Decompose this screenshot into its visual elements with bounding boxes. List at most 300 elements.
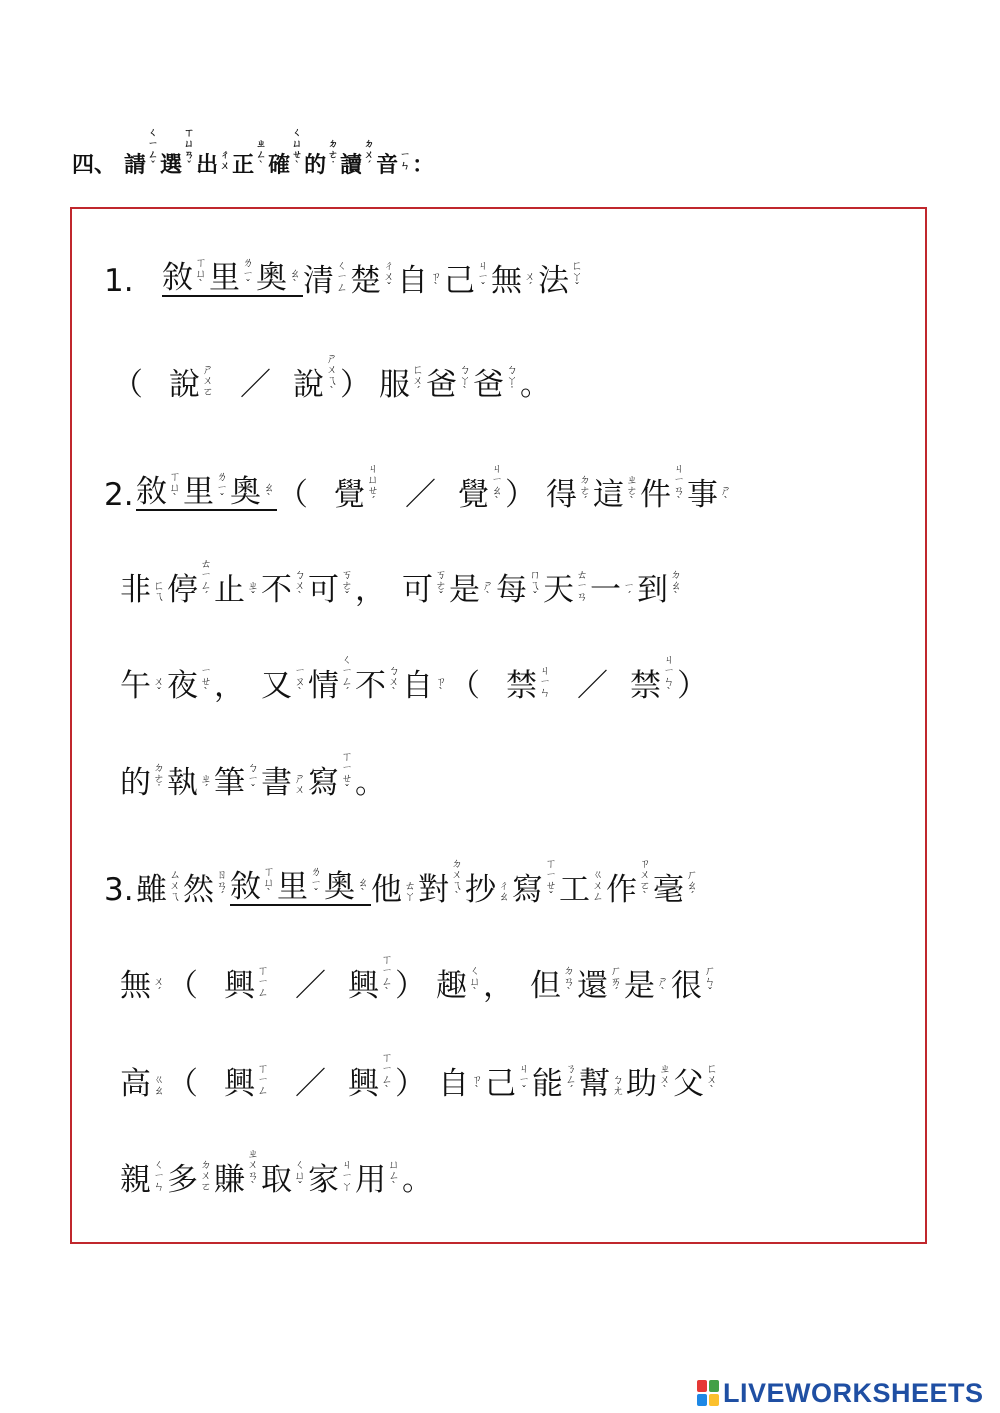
q2-option2-a[interactable] xyxy=(506,665,553,702)
zhuyin: ㄅㄚ˙ xyxy=(506,363,518,398)
q3-option-b[interactable] xyxy=(348,954,395,1002)
char-with-zhuyin xyxy=(232,139,268,176)
zhuyin: ㄒㄩˋ xyxy=(169,470,181,505)
hanzi: 興 xyxy=(348,968,379,1004)
hanzi: 自 xyxy=(438,1066,469,1102)
hanzi: 件 xyxy=(640,477,671,513)
hanzi: 清 xyxy=(303,263,334,299)
q2-line-1 xyxy=(104,462,734,513)
char-with-zhuyin xyxy=(308,751,355,799)
zhuyin: ㄅㄧˇ xyxy=(247,761,259,796)
hanzi: 親 xyxy=(120,1162,151,1198)
char-with-zhuyin xyxy=(261,665,308,702)
char-with-zhuyin xyxy=(496,569,543,606)
char-with-zhuyin xyxy=(261,569,308,606)
q3-line-1 xyxy=(104,857,700,908)
char-with-zhuyin xyxy=(606,858,653,906)
paren-open: （ xyxy=(112,367,143,403)
hanzi: 里 xyxy=(209,260,240,296)
period: 。 xyxy=(355,765,386,801)
zhuyin: ㄋㄥˊ xyxy=(565,1062,577,1097)
hanzi: 趣 xyxy=(436,968,467,1004)
char-with-zhuyin xyxy=(224,1063,271,1100)
char-with-zhuyin xyxy=(214,572,261,608)
q3-line-4 xyxy=(120,1147,433,1198)
zhuyin: ㄒㄧㄥ xyxy=(257,964,269,999)
q1-number: 1. xyxy=(104,263,134,299)
hanzi: 得 xyxy=(546,477,577,513)
char-with-zhuyin xyxy=(543,569,590,606)
heading-separator: 、 xyxy=(94,152,117,178)
char-with-zhuyin xyxy=(120,572,167,608)
heading-text xyxy=(124,128,412,176)
zhuyin: ㄓㄨㄢˋ xyxy=(247,1147,259,1193)
hanzi: 取 xyxy=(261,1162,292,1198)
zhuyin: ㄑㄧㄥ xyxy=(336,259,348,294)
hanzi: 不 xyxy=(261,572,292,608)
char-with-zhuyin xyxy=(376,150,412,176)
char-with-zhuyin xyxy=(167,1159,214,1196)
liveworksheets-logo[interactable] xyxy=(697,1376,984,1410)
hanzi: 奧 xyxy=(230,474,261,510)
hanzi: 的 xyxy=(120,765,151,801)
q1-option-a[interactable] xyxy=(169,364,216,401)
zhuyin: ㄒㄧㄝˇ xyxy=(341,750,353,796)
logo-tile-icon xyxy=(697,1380,707,1392)
hanzi: 是 xyxy=(449,572,480,608)
char-with-zhuyin xyxy=(124,128,160,176)
hanzi: 說 xyxy=(169,367,200,403)
char-with-zhuyin xyxy=(348,954,395,1002)
hanzi: 執 xyxy=(167,765,198,801)
hanzi: 是 xyxy=(624,968,655,1004)
char-with-zhuyin xyxy=(183,471,230,508)
char-with-zhuyin xyxy=(379,364,426,401)
option-slash: ／ xyxy=(405,477,436,513)
hanzi: 又 xyxy=(261,668,292,704)
zhuyin: ㄒㄧㄝˇ xyxy=(545,857,557,903)
zhuyin: ㄉㄜ˙ xyxy=(153,761,165,796)
char-with-zhuyin xyxy=(350,260,397,297)
hanzi: 自 xyxy=(402,668,433,704)
char-with-zhuyin xyxy=(491,263,538,299)
hanzi: 他 xyxy=(371,872,402,908)
hanzi: 請 xyxy=(124,152,147,178)
char-with-zhuyin xyxy=(593,474,640,511)
heading-colon: ： xyxy=(412,152,435,178)
zhuyin: ㄊㄧㄥˊ xyxy=(200,557,212,603)
char-with-zhuyin xyxy=(293,353,340,401)
zhuyin: ㄩㄥˋ xyxy=(388,1158,400,1193)
zhuyin: ㄠˋ xyxy=(263,481,275,505)
char-with-zhuyin xyxy=(624,968,671,1004)
zhuyin: ㄌㄧˇ xyxy=(242,256,254,291)
zhuyin: ㄏㄞˊ xyxy=(610,964,622,999)
zhuyin: ㄊㄚ xyxy=(404,879,416,903)
zhuyin: ㄧㄣ xyxy=(400,150,411,172)
char-with-zhuyin xyxy=(224,965,271,1002)
zhuyin: ㄓˇ xyxy=(247,579,259,603)
hanzi: 里 xyxy=(183,474,214,510)
char-with-zhuyin xyxy=(308,569,355,606)
char-with-zhuyin xyxy=(577,965,624,1002)
hanzi: 情 xyxy=(308,668,339,704)
char-with-zhuyin xyxy=(530,965,577,1002)
char-with-zhuyin xyxy=(653,869,700,906)
hanzi: 父 xyxy=(673,1066,704,1102)
zhuyin: ㄒㄧㄥ xyxy=(257,1062,269,1097)
char-with-zhuyin xyxy=(673,1063,720,1100)
zhuyin: ㄨˊ xyxy=(524,270,536,294)
char-with-zhuyin xyxy=(579,1066,626,1102)
hanzi: 然 xyxy=(183,872,214,908)
char-with-zhuyin xyxy=(303,260,350,297)
char-with-zhuyin xyxy=(355,1159,402,1196)
zhuyin: ㄍㄨㄥ xyxy=(592,868,604,903)
q2-option-b[interactable] xyxy=(458,463,505,511)
q1-option-b[interactable] xyxy=(293,353,340,401)
zhuyin: ㄒㄩˋ xyxy=(195,256,207,291)
zhuyin: ㄑㄧㄥˇ xyxy=(148,128,159,172)
q3-option2-b[interactable] xyxy=(348,1052,395,1100)
q3-number: 3. xyxy=(104,872,134,908)
char-with-zhuyin xyxy=(559,869,606,906)
option-slash: ／ xyxy=(295,968,326,1004)
char-with-zhuyin xyxy=(449,572,496,608)
hanzi: 還 xyxy=(577,968,608,1004)
q3-line-3 xyxy=(120,1051,720,1102)
logo-tile-icon xyxy=(709,1380,719,1392)
zhuyin: ㄈㄨˋ xyxy=(706,1062,718,1097)
q3-option2-a[interactable] xyxy=(224,1063,271,1100)
zhuyin: ㄓㄥˋ xyxy=(256,139,267,172)
hanzi: 自 xyxy=(397,263,428,299)
q2-line-2 xyxy=(120,557,684,608)
char-with-zhuyin xyxy=(671,965,718,1002)
char-with-zhuyin xyxy=(546,474,593,511)
hanzi: 高 xyxy=(120,1066,151,1102)
char-with-zhuyin xyxy=(485,1063,532,1100)
char-with-zhuyin xyxy=(334,463,381,511)
zhuyin: ㄒㄩˋ xyxy=(263,865,275,900)
hanzi: 這 xyxy=(593,477,624,513)
zhuyin: ㄨˊ xyxy=(153,975,165,999)
char-with-zhuyin xyxy=(355,665,402,702)
zhuyin: ㄐㄧㄣ xyxy=(539,664,551,699)
zhuyin: ㄧˊ xyxy=(623,579,635,603)
zhuyin: ㄐㄧˇ xyxy=(477,259,489,294)
char-with-zhuyin xyxy=(308,1159,355,1196)
char-with-zhuyin xyxy=(426,364,473,401)
zhuyin: ㄗˋ xyxy=(435,675,447,699)
q3-line-2 xyxy=(120,953,718,1004)
hanzi: 里 xyxy=(277,869,308,905)
zhuyin: ㄈㄚˇ xyxy=(571,259,583,294)
hanzi: 寫 xyxy=(308,765,339,801)
option-slash: ／ xyxy=(577,668,608,704)
char-with-zhuyin xyxy=(160,128,196,176)
char-with-zhuyin xyxy=(230,474,277,510)
hanzi: 己 xyxy=(485,1066,516,1102)
zhuyin: ㄑㄧㄥˊ xyxy=(341,653,353,699)
hanzi: 覺 xyxy=(458,477,489,513)
char-with-zhuyin xyxy=(397,263,444,299)
hanzi: 非 xyxy=(120,572,151,608)
logo-tile-icon xyxy=(697,1394,707,1406)
hanzi: 很 xyxy=(671,968,702,1004)
char-with-zhuyin xyxy=(136,869,183,906)
option-slash: ／ xyxy=(295,1066,326,1102)
hanzi: 工 xyxy=(559,872,590,908)
brand-name: LIVEWORKSHEETS xyxy=(723,1377,984,1408)
comma: ， xyxy=(483,968,514,1004)
hanzi: 正 xyxy=(232,152,255,178)
period: 。 xyxy=(520,367,551,403)
instruction-heading xyxy=(72,128,434,176)
zhuyin: ㄠˋ xyxy=(357,876,369,900)
q2-option2-b[interactable] xyxy=(630,654,677,702)
hanzi: 事 xyxy=(687,477,718,513)
hanzi: 的 xyxy=(304,152,327,178)
zhuyin: ㄉㄨㄛ xyxy=(200,1158,212,1193)
paren-open: （ xyxy=(167,1066,198,1102)
char-with-zhuyin xyxy=(120,1066,167,1102)
paren-open: （ xyxy=(277,477,308,513)
char-with-zhuyin xyxy=(169,364,216,401)
hanzi: 覺 xyxy=(334,477,365,513)
hanzi: 可 xyxy=(402,572,433,608)
char-with-zhuyin xyxy=(277,866,324,903)
hanzi: 抄 xyxy=(465,872,496,908)
zhuyin: ㄅㄚˋ xyxy=(459,363,471,398)
hanzi: 書 xyxy=(261,765,292,801)
char-with-zhuyin xyxy=(532,1063,579,1100)
char-with-zhuyin xyxy=(444,260,491,297)
char-with-zhuyin xyxy=(626,1063,673,1100)
zhuyin: ㄧㄡˋ xyxy=(294,664,306,699)
zhuyin: ㄌㄧˇ xyxy=(216,470,228,505)
q2-option-a[interactable] xyxy=(334,463,381,511)
zhuyin: ㄒㄧㄥˋ xyxy=(381,953,393,999)
hanzi: 敘 xyxy=(230,869,261,905)
zhuyin: ㄑㄩˋ xyxy=(469,964,481,999)
paren-close: ） xyxy=(677,668,708,704)
q3-underlined-name xyxy=(230,866,371,906)
hanzi: 對 xyxy=(418,872,449,908)
hanzi: 每 xyxy=(496,572,527,608)
zhuyin: ㄙㄨㄟ xyxy=(169,868,181,903)
char-with-zhuyin xyxy=(196,150,232,176)
hanzi: 能 xyxy=(532,1066,563,1102)
char-with-zhuyin xyxy=(308,654,355,702)
zhuyin: ㄏㄣˇ xyxy=(704,964,716,999)
zhuyin: ㄔㄨˇ xyxy=(383,259,395,294)
hanzi: 無 xyxy=(120,968,151,1004)
zhuyin: ㄑㄩˇ xyxy=(294,1158,306,1193)
hanzi: 禁 xyxy=(630,668,661,704)
zhuyin: ㄇㄟˇ xyxy=(529,568,541,603)
char-with-zhuyin xyxy=(136,471,183,508)
q3-option-a[interactable] xyxy=(224,965,271,1002)
hanzi: 爸 xyxy=(473,367,504,403)
hanzi: 讀 xyxy=(340,152,363,178)
char-with-zhuyin xyxy=(120,1159,167,1196)
hanzi: 爸 xyxy=(426,367,457,403)
char-with-zhuyin xyxy=(120,968,167,1004)
hanzi: 奧 xyxy=(324,869,355,905)
char-with-zhuyin xyxy=(268,128,304,176)
hanzi: 音 xyxy=(376,152,399,178)
zhuyin: ㄉㄢˋ xyxy=(563,964,575,999)
hanzi: 天 xyxy=(543,572,574,608)
zhuyin: ㄐㄧˇ xyxy=(518,1062,530,1097)
char-with-zhuyin xyxy=(473,364,520,401)
char-with-zhuyin xyxy=(120,668,167,704)
zhuyin: ㄕㄨㄛ xyxy=(202,363,214,398)
hanzi: 筆 xyxy=(214,765,245,801)
char-with-zhuyin xyxy=(438,1066,485,1102)
zhuyin: ㄐㄧㄢˋ xyxy=(673,462,685,508)
hanzi: 但 xyxy=(530,968,561,1004)
zhuyin: ㄠˋ xyxy=(289,267,301,291)
zhuyin: ㄅㄤ xyxy=(612,1073,624,1097)
char-with-zhuyin xyxy=(324,869,371,905)
zhuyin: ㄕㄨ xyxy=(294,772,306,796)
zhuyin: ㄓㄜˋ xyxy=(626,473,638,508)
paren-close: ） xyxy=(505,477,536,513)
char-with-zhuyin xyxy=(261,765,308,801)
hanzi: 法 xyxy=(538,263,569,299)
paren-close: ） xyxy=(395,968,426,1004)
zhuyin: ㄎㄜˇ xyxy=(435,568,447,603)
hanzi: 多 xyxy=(167,1162,198,1198)
hanzi: 一 xyxy=(590,572,621,608)
zhuyin: ㄕˋ xyxy=(657,975,669,999)
hanzi: 無 xyxy=(491,263,522,299)
char-with-zhuyin xyxy=(637,569,684,606)
zhuyin: ㄎㄜˇ xyxy=(341,568,353,603)
char-with-zhuyin xyxy=(214,1148,261,1196)
logo-mark-icon xyxy=(697,1380,719,1406)
logo-tile-icon xyxy=(709,1394,719,1406)
zhuyin: ㄗˋ xyxy=(471,1073,483,1097)
hanzi: 用 xyxy=(355,1162,386,1198)
comma: ， xyxy=(355,572,386,608)
hanzi: 作 xyxy=(606,872,637,908)
zhuyin: ㄑㄩㄝˋ xyxy=(292,128,303,172)
paren-open: （ xyxy=(167,968,198,1004)
char-with-zhuyin xyxy=(209,257,256,294)
zhuyin: ㄗㄨㄛˋ xyxy=(639,857,651,903)
zhuyin: ㄑㄧㄣ xyxy=(153,1158,165,1193)
hanzi: 出 xyxy=(196,152,219,178)
hanzi: 奧 xyxy=(256,260,287,296)
hanzi: 午 xyxy=(120,668,151,704)
hanzi: 夜 xyxy=(167,668,198,704)
hanzi: 毫 xyxy=(653,872,684,908)
zhuyin: ㄈㄨˊ xyxy=(412,363,424,398)
hanzi: 敘 xyxy=(136,474,167,510)
q2-line-4 xyxy=(120,750,386,801)
q1-line-1 xyxy=(104,253,585,297)
zhuyin: ㄏㄠˊ xyxy=(686,868,698,903)
char-with-zhuyin xyxy=(167,765,214,801)
char-with-zhuyin xyxy=(458,463,505,511)
char-with-zhuyin xyxy=(512,858,559,906)
hanzi: 止 xyxy=(214,572,245,608)
zhuyin: ㄗˋ xyxy=(430,270,442,294)
char-with-zhuyin xyxy=(340,139,376,176)
char-with-zhuyin xyxy=(506,665,553,702)
hanzi: 可 xyxy=(308,572,339,608)
zhuyin: ㄕˋ xyxy=(482,579,494,603)
char-with-zhuyin xyxy=(261,1159,308,1196)
zhuyin: ㄧㄝˋ xyxy=(200,664,212,699)
heading-number: 四 xyxy=(72,152,95,178)
char-with-zhuyin xyxy=(402,668,449,704)
zhuyin: ㄕㄨㄟˋ xyxy=(326,352,338,398)
char-with-zhuyin xyxy=(214,762,261,799)
hanzi: 賺 xyxy=(214,1162,245,1198)
hanzi: 興 xyxy=(224,1066,255,1102)
char-with-zhuyin xyxy=(436,965,483,1002)
comma: ， xyxy=(214,668,245,704)
hanzi: 楚 xyxy=(350,263,381,299)
char-with-zhuyin xyxy=(371,872,418,908)
zhuyin: ㄉㄜ˙ xyxy=(328,139,339,172)
zhuyin: ㄔㄠ xyxy=(498,879,510,903)
hanzi: 服 xyxy=(379,367,410,403)
zhuyin: ㄍㄠ xyxy=(153,1073,165,1097)
hanzi: 確 xyxy=(268,152,291,178)
char-with-zhuyin xyxy=(538,260,585,297)
period: 。 xyxy=(402,1162,433,1198)
zhuyin: ㄒㄩㄢˇ xyxy=(184,128,195,172)
char-with-zhuyin xyxy=(687,477,734,513)
zhuyin: ㄓˊ xyxy=(200,772,212,796)
hanzi: 禁 xyxy=(506,668,537,704)
option-slash: ／ xyxy=(240,367,271,403)
hanzi: 寫 xyxy=(512,872,543,908)
hanzi: 選 xyxy=(160,152,183,178)
q2-underlined-name xyxy=(136,471,277,511)
hanzi: 到 xyxy=(637,572,668,608)
q2-number: 2. xyxy=(104,477,134,513)
zhuyin: ㄉㄠˋ xyxy=(670,568,682,603)
char-with-zhuyin xyxy=(167,665,214,702)
zhuyin: ㄓㄨˋ xyxy=(659,1062,671,1097)
q2-line-3 xyxy=(120,653,708,704)
hanzi: 不 xyxy=(355,668,386,704)
hanzi: 敘 xyxy=(162,260,193,296)
zhuyin: ㄅㄨˋ xyxy=(294,568,306,603)
zhuyin: ㄐㄧㄚ xyxy=(341,1158,353,1193)
zhuyin: ㄉㄨㄟˋ xyxy=(451,857,463,903)
hanzi: 雖 xyxy=(136,872,167,908)
zhuyin: ㄨˇ xyxy=(153,675,165,699)
char-with-zhuyin xyxy=(256,260,303,296)
hanzi: 興 xyxy=(348,1066,379,1102)
char-with-zhuyin xyxy=(465,872,512,908)
char-with-zhuyin xyxy=(348,1052,395,1100)
q1-underlined-name xyxy=(162,257,303,297)
char-with-zhuyin xyxy=(183,869,230,906)
char-with-zhuyin xyxy=(640,463,687,511)
hanzi: 家 xyxy=(308,1162,339,1198)
zhuyin: ㄒㄧㄥˋ xyxy=(381,1051,393,1097)
q1-line-2 xyxy=(112,352,551,403)
hanzi: 己 xyxy=(444,263,475,299)
